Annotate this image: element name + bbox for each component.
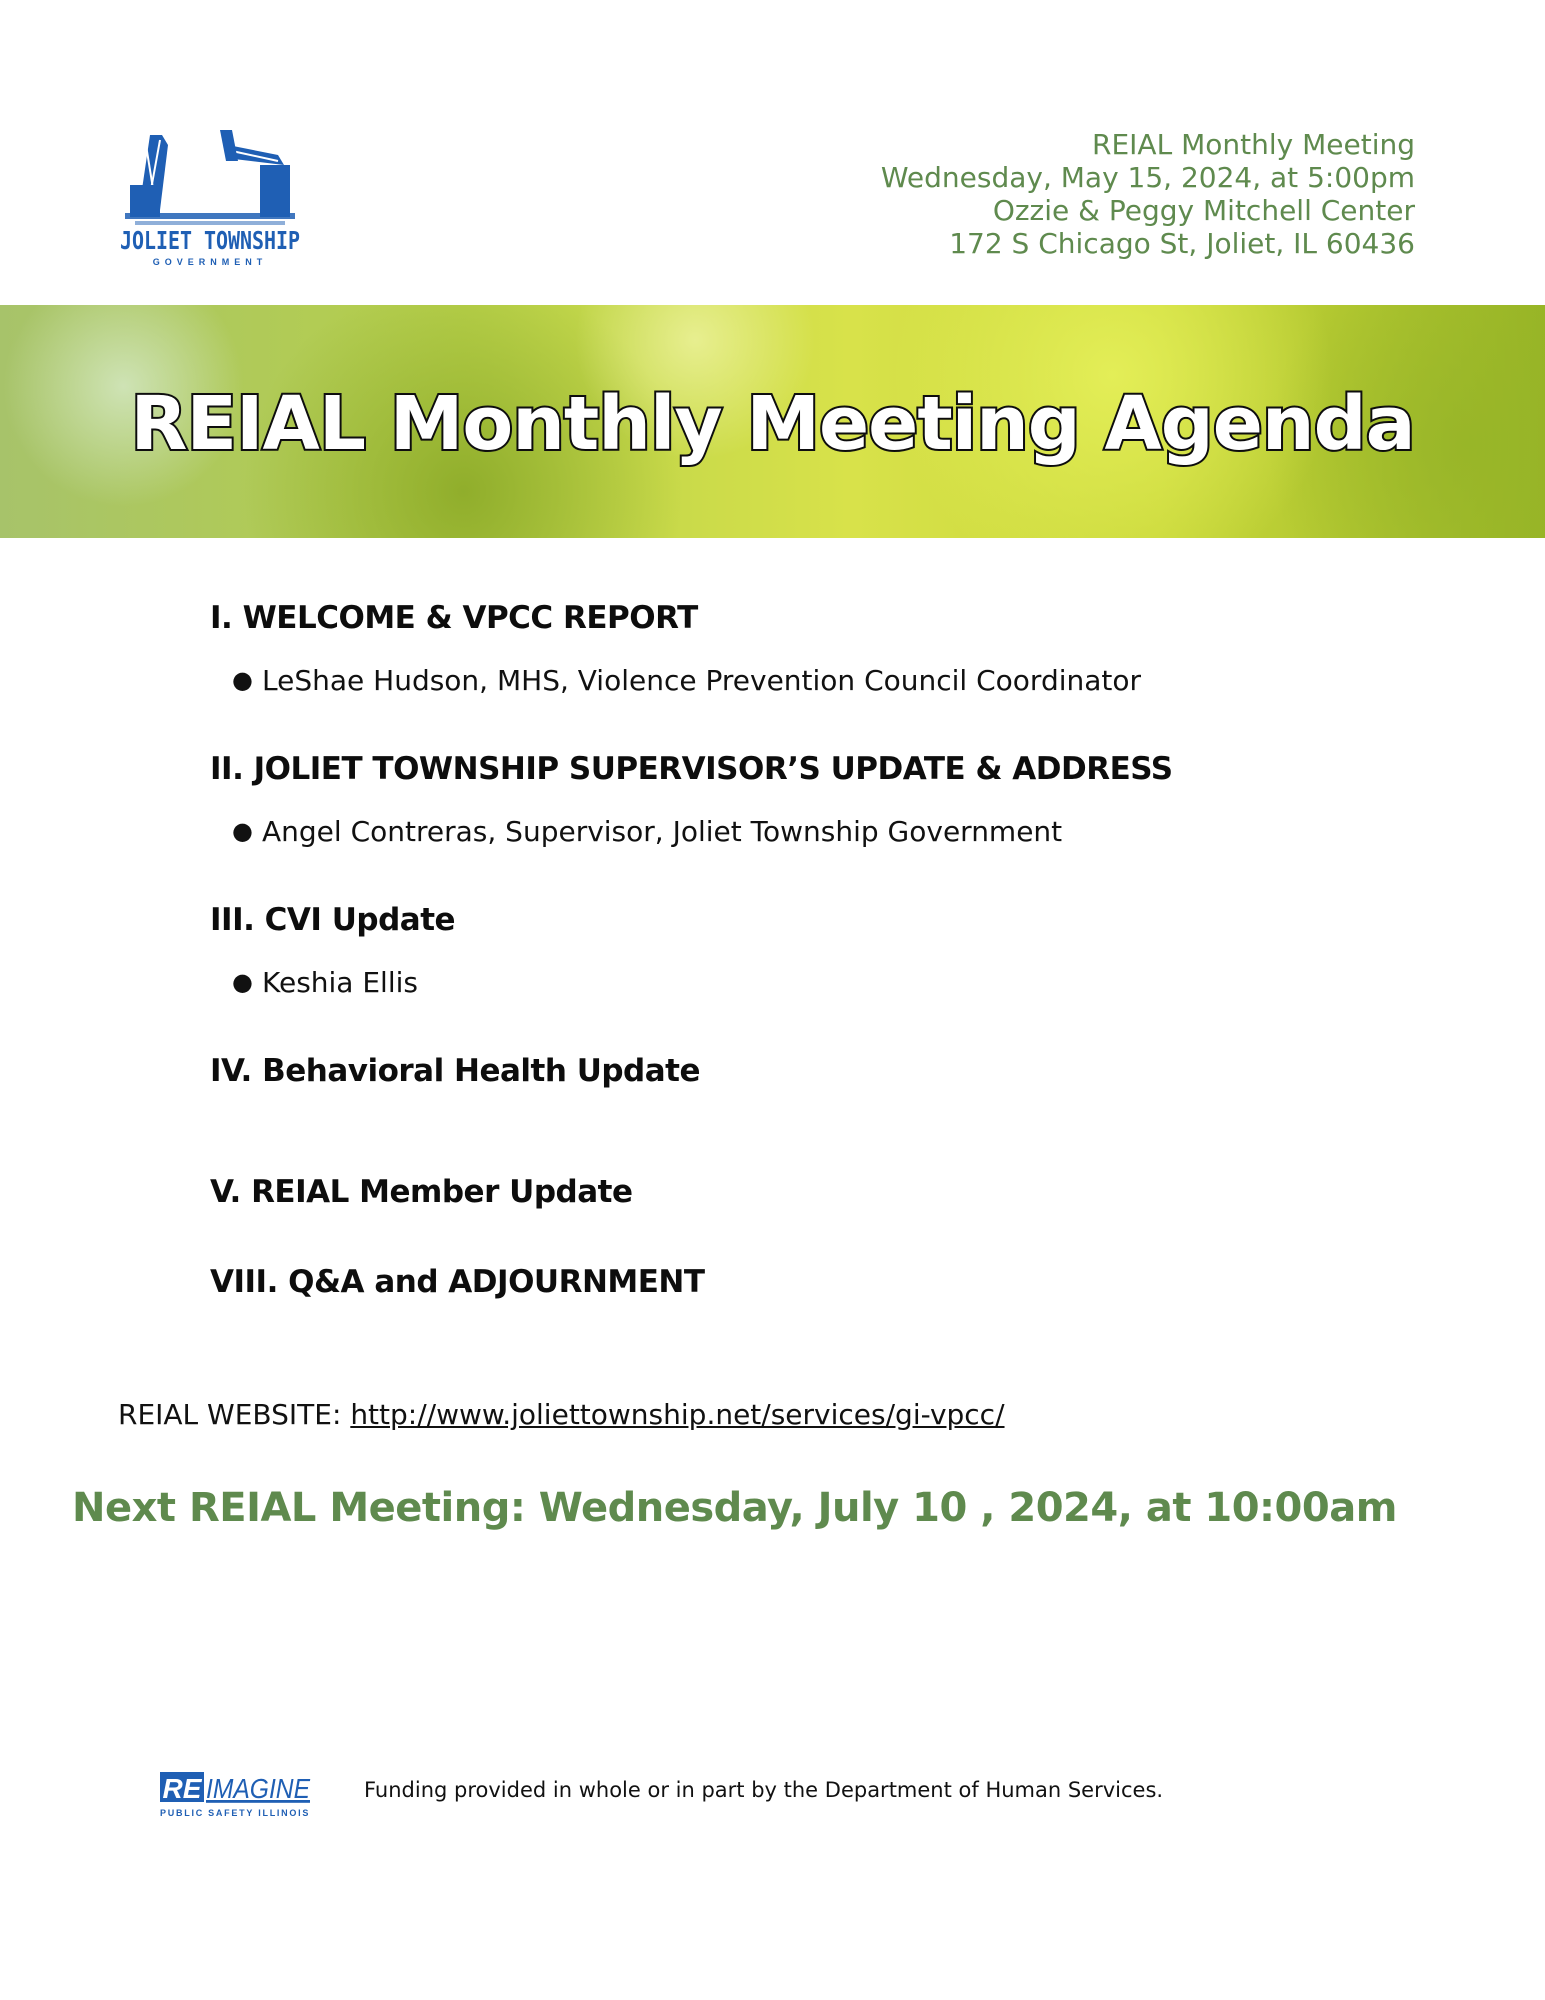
agenda-section-title: II. JOLIET TOWNSHIP SUPERVISOR’S UPDATE & ADDRESS xyxy=(210,751,1173,787)
logo-main-text: JOLIET TOWNSHIP xyxy=(120,226,300,255)
agenda-item xyxy=(232,966,418,999)
website-line xyxy=(118,1398,1005,1431)
meeting-info-line: 172 S Chicago St, Joliet, IL 60436 xyxy=(949,227,1415,260)
meeting-info-line: Ozzie & Peggy Mitchell Center xyxy=(992,194,1415,227)
meeting-info xyxy=(881,128,1415,260)
agenda-item xyxy=(232,815,1062,848)
agenda-section-title: V. REIAL Member Update xyxy=(210,1174,633,1210)
bullet-icon: ● xyxy=(232,666,253,694)
reimagine-logo xyxy=(158,1770,313,1822)
funding-note: Funding provided in whole or in part by the Department of Human Services. xyxy=(364,1778,1164,1802)
website-link[interactable]: http://www.joliettownship.net/services/gi-vpcc/ xyxy=(350,1398,1005,1431)
bullet-icon: ● xyxy=(232,817,253,845)
website-label: REIAL WEBSITE: xyxy=(118,1398,351,1431)
reimagine-sub-text: PUBLIC SAFETY ILLINOIS xyxy=(160,1808,310,1818)
reimagine-imagine-text: IMAGINE xyxy=(206,1773,311,1804)
reimagine-re-text: RE xyxy=(162,1773,202,1804)
page-title: REIAL Monthly Meeting Agenda xyxy=(130,381,1415,467)
agenda-section-title: VIII. Q&A and ADJOURNMENT xyxy=(210,1264,705,1300)
title-banner xyxy=(0,305,1545,538)
next-meeting: Next REIAL Meeting: Wednesday, July 10 , 2024, at 10:00am xyxy=(72,1485,1397,1531)
bullet-icon: ● xyxy=(232,968,253,996)
agenda-section-title: IV. Behavioral Health Update xyxy=(210,1053,701,1089)
agenda-item-text: Keshia Ellis xyxy=(262,966,418,999)
agenda-item xyxy=(232,664,1141,697)
agenda-section-title: I. WELCOME & VPCC REPORT xyxy=(210,600,698,636)
agenda-section-title: III. CVI Update xyxy=(210,902,456,938)
agenda-item-text: Angel Contreras, Supervisor, Joliet Township Government xyxy=(262,815,1063,848)
logo-sub-text: GOVERNMENT xyxy=(152,257,268,267)
meeting-info-line: Wednesday, May 15, 2024, at 5:00pm xyxy=(880,161,1415,194)
joliet-township-logo xyxy=(110,125,310,270)
meeting-info-line: REIAL Monthly Meeting xyxy=(1092,128,1415,161)
agenda-item-text: LeShae Hudson, MHS, Violence Prevention Council Coordinator xyxy=(262,664,1142,697)
